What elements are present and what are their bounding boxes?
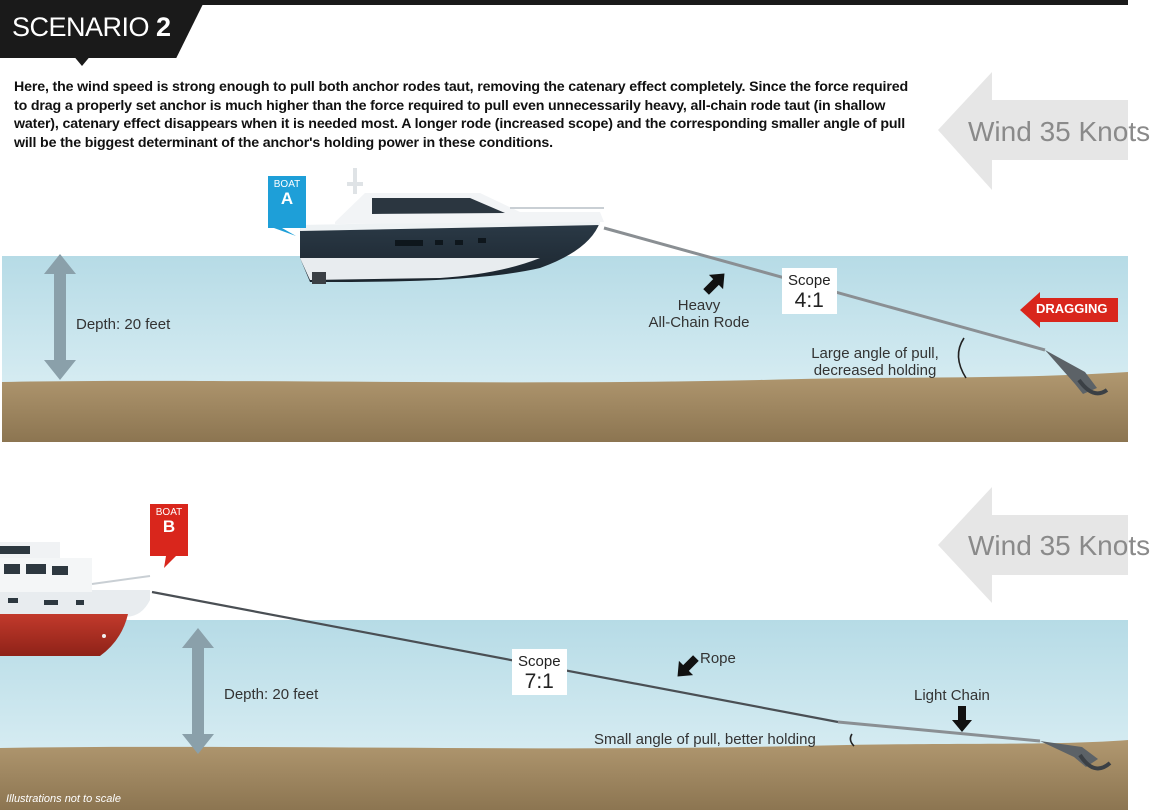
heavy-rode-label: Heavy All-Chain Rode (648, 297, 750, 331)
scope-box-b (512, 649, 567, 695)
scope-box-a (782, 268, 837, 314)
rope-label: Rope (700, 650, 736, 667)
light-chain-label: Light Chain (914, 687, 990, 704)
scope-ratio-a: 4:1 (794, 289, 824, 312)
scope-word-b: Scope (518, 653, 561, 670)
scenario-title: SCENARIO 2 (12, 12, 171, 42)
panel-a (2, 72, 1128, 442)
large-angle-label: Large angle of pull, decreased holding (811, 345, 939, 379)
water-a (2, 256, 1128, 386)
scope-word-a: Scope (788, 272, 831, 289)
boat-b-tag-label: BOAT B (155, 507, 183, 536)
seabed-b (0, 740, 1128, 810)
depth-label-a: Depth: 20 feet (76, 316, 171, 333)
wind-label-b: Wind 35 Knots (968, 530, 1151, 561)
small-angle-label: Small angle of pull, better holding (594, 731, 816, 748)
seabed-a (2, 372, 1128, 442)
scope-ratio-b: 7:1 (524, 670, 554, 693)
description-text: Here, the wind speed is strong enough to pull both anchor rodes taut, removing the catenary effect completely. Since the force required to drag a properly set anchor is much higher than the force required to pull even unnecessarily heavy, all-chain rode taut (in shallow water), catenary effect disappears when it is needed most. A longer rode (increased scope) and the corresponding smaller angle of pull will be the biggest determinant of the anchor's holding power in these conditions. (14, 79, 908, 151)
dragging-label: DRAGGING (1036, 301, 1108, 316)
depth-label-b: Depth: 20 feet (224, 686, 319, 703)
boat-a-tag-label: BOAT A (273, 179, 301, 208)
footnote: Illustrations not to scale (6, 793, 121, 805)
wind-label-a: Wind 35 Knots (968, 116, 1151, 147)
